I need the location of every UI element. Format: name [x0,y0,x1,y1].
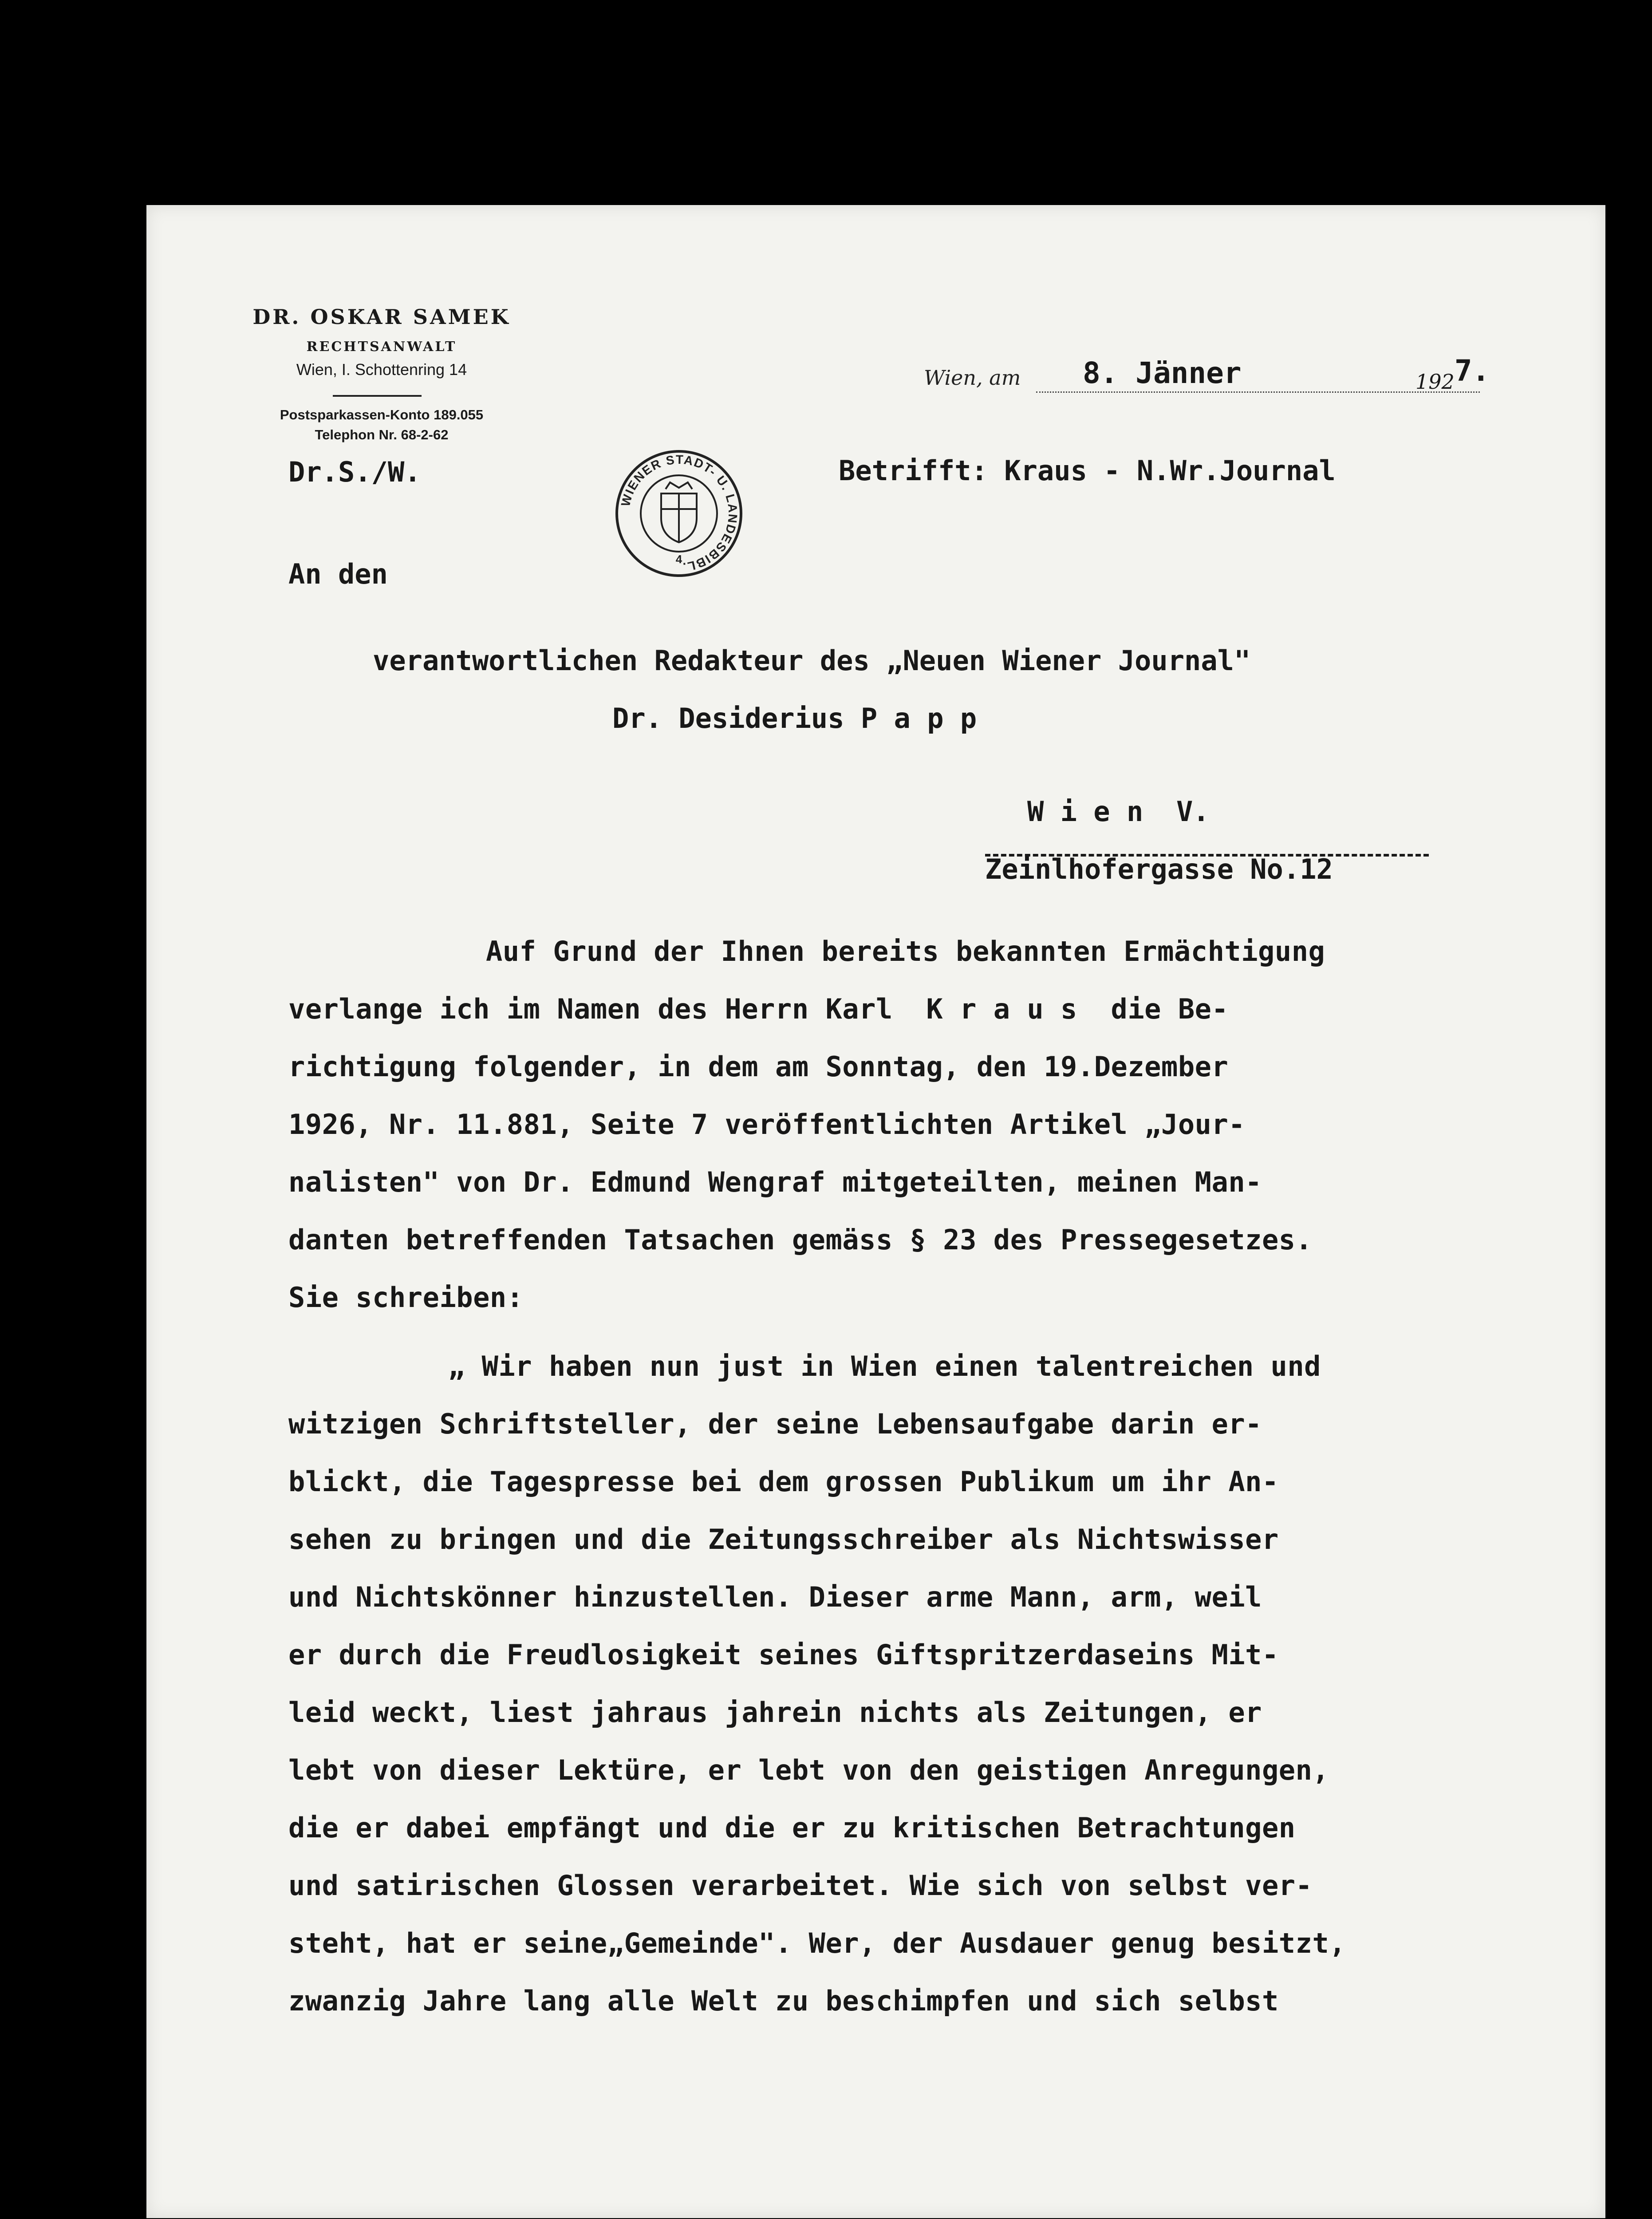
body-line: Sie schreiben: [288,1281,524,1314]
body-line: sehen zu bringen und die Zeitungsschreiber als Nichtswisser [288,1523,1279,1556]
body-line: blickt, die Tagespresse bei dem grossen Publikum um ihr An- [288,1465,1279,1498]
letterhead-address: Wien, I. Schottenring 14 [296,360,467,379]
body-line: richtigung folgender, in dem am Sonntag, den 19.Dezember [288,1050,1229,1083]
letterhead-divider [333,395,422,397]
body-line: Auf Grund der Ihnen bereits bekannten Ermächtigung [486,935,1325,967]
date-dotted-line [1036,391,1480,393]
body-line: die er dabei empfängt und die er zu kritischen Betrachtungen [288,1812,1296,1844]
body-line: lebt von dieser Lektüre, er lebt von den geistigen Anregungen, [288,1754,1329,1786]
stamp-number: 4 [675,553,682,566]
recipient-line-3: Dr. Desiderius P a p p [612,702,977,734]
body-line: nalisten" von Dr. Edmund Wengraf mitgeteilten, meinen Man- [288,1166,1262,1198]
body-line: leid weckt, liest jahraus jahrein nichts als Zeitungen, er [288,1696,1262,1729]
body-line: witzigen Schriftsteller, der seine Lebensaufgabe darin er- [288,1408,1262,1440]
body-line: steht, hat er seine„Gemeinde". Wer, der Ausdauer genug besitzt, [288,1927,1346,1959]
recipient-line-1: An den [288,558,388,590]
reference-initials: Dr.S./W. [288,456,421,488]
letterhead-title: RECHTSANWALT [306,339,457,355]
body-line: danten betreffenden Tatsachen gemäss § 23 des Pressegesetzes. [288,1224,1313,1256]
library-stamp [612,447,745,580]
body-line: und Nichtskönner hinzustellen. Dieser arme Mann, arm, weil [288,1581,1262,1613]
body-line: und satirischen Glossen verarbeitet. Wie sich von selbst ver- [288,1869,1313,1902]
subject-line: Betrifft: Kraus - N.Wr.Journal [839,454,1336,487]
date-year [1415,354,1490,394]
show-through-line [146,485,1605,516]
letterhead-name: DR. OSKAR SAMEK [252,305,511,329]
date-year-suffix: 7. [1454,354,1490,388]
recipient-line-2: verantwortlichen Redakteur des „Neuen Wiener Journal" [373,644,1251,677]
letterhead-phone: Telephon Nr. 68-2-62 [315,427,449,442]
crest-icon [661,482,697,542]
recipient-line-5: Zeinlhofergasse No.12 [985,853,1333,885]
letter-page [146,205,1605,2218]
body-line: 1926, Nr. 11.881, Seite 7 veröffentlichten Artikel „Jour- [288,1108,1246,1141]
date-day-month: 8. Jänner [1083,356,1242,390]
body-line: „ Wir haben nun just in Wien einen talentreichen und [448,1350,1321,1382]
body-line: er durch die Freudlosigkeit seines Giftspritzerdaseins Mit- [288,1639,1279,1671]
body-line: verlange ich im Namen des Herrn Karl K r a u s die Be- [288,993,1229,1025]
date-place-prefix: Wien, am [924,366,1021,390]
body-line: zwanzig Jahre lang alle Welt zu beschimpfen und sich selbst [288,1985,1279,2017]
recipient-line-4: W i e n V. [1027,795,1210,828]
stamp-text: WIENER STADT- U. LANDESBIBL. [618,452,740,574]
letterhead-postal-account: Postsparkassen-Konto 189.055 [280,407,484,422]
date-year-prefix: 192 [1415,370,1455,394]
